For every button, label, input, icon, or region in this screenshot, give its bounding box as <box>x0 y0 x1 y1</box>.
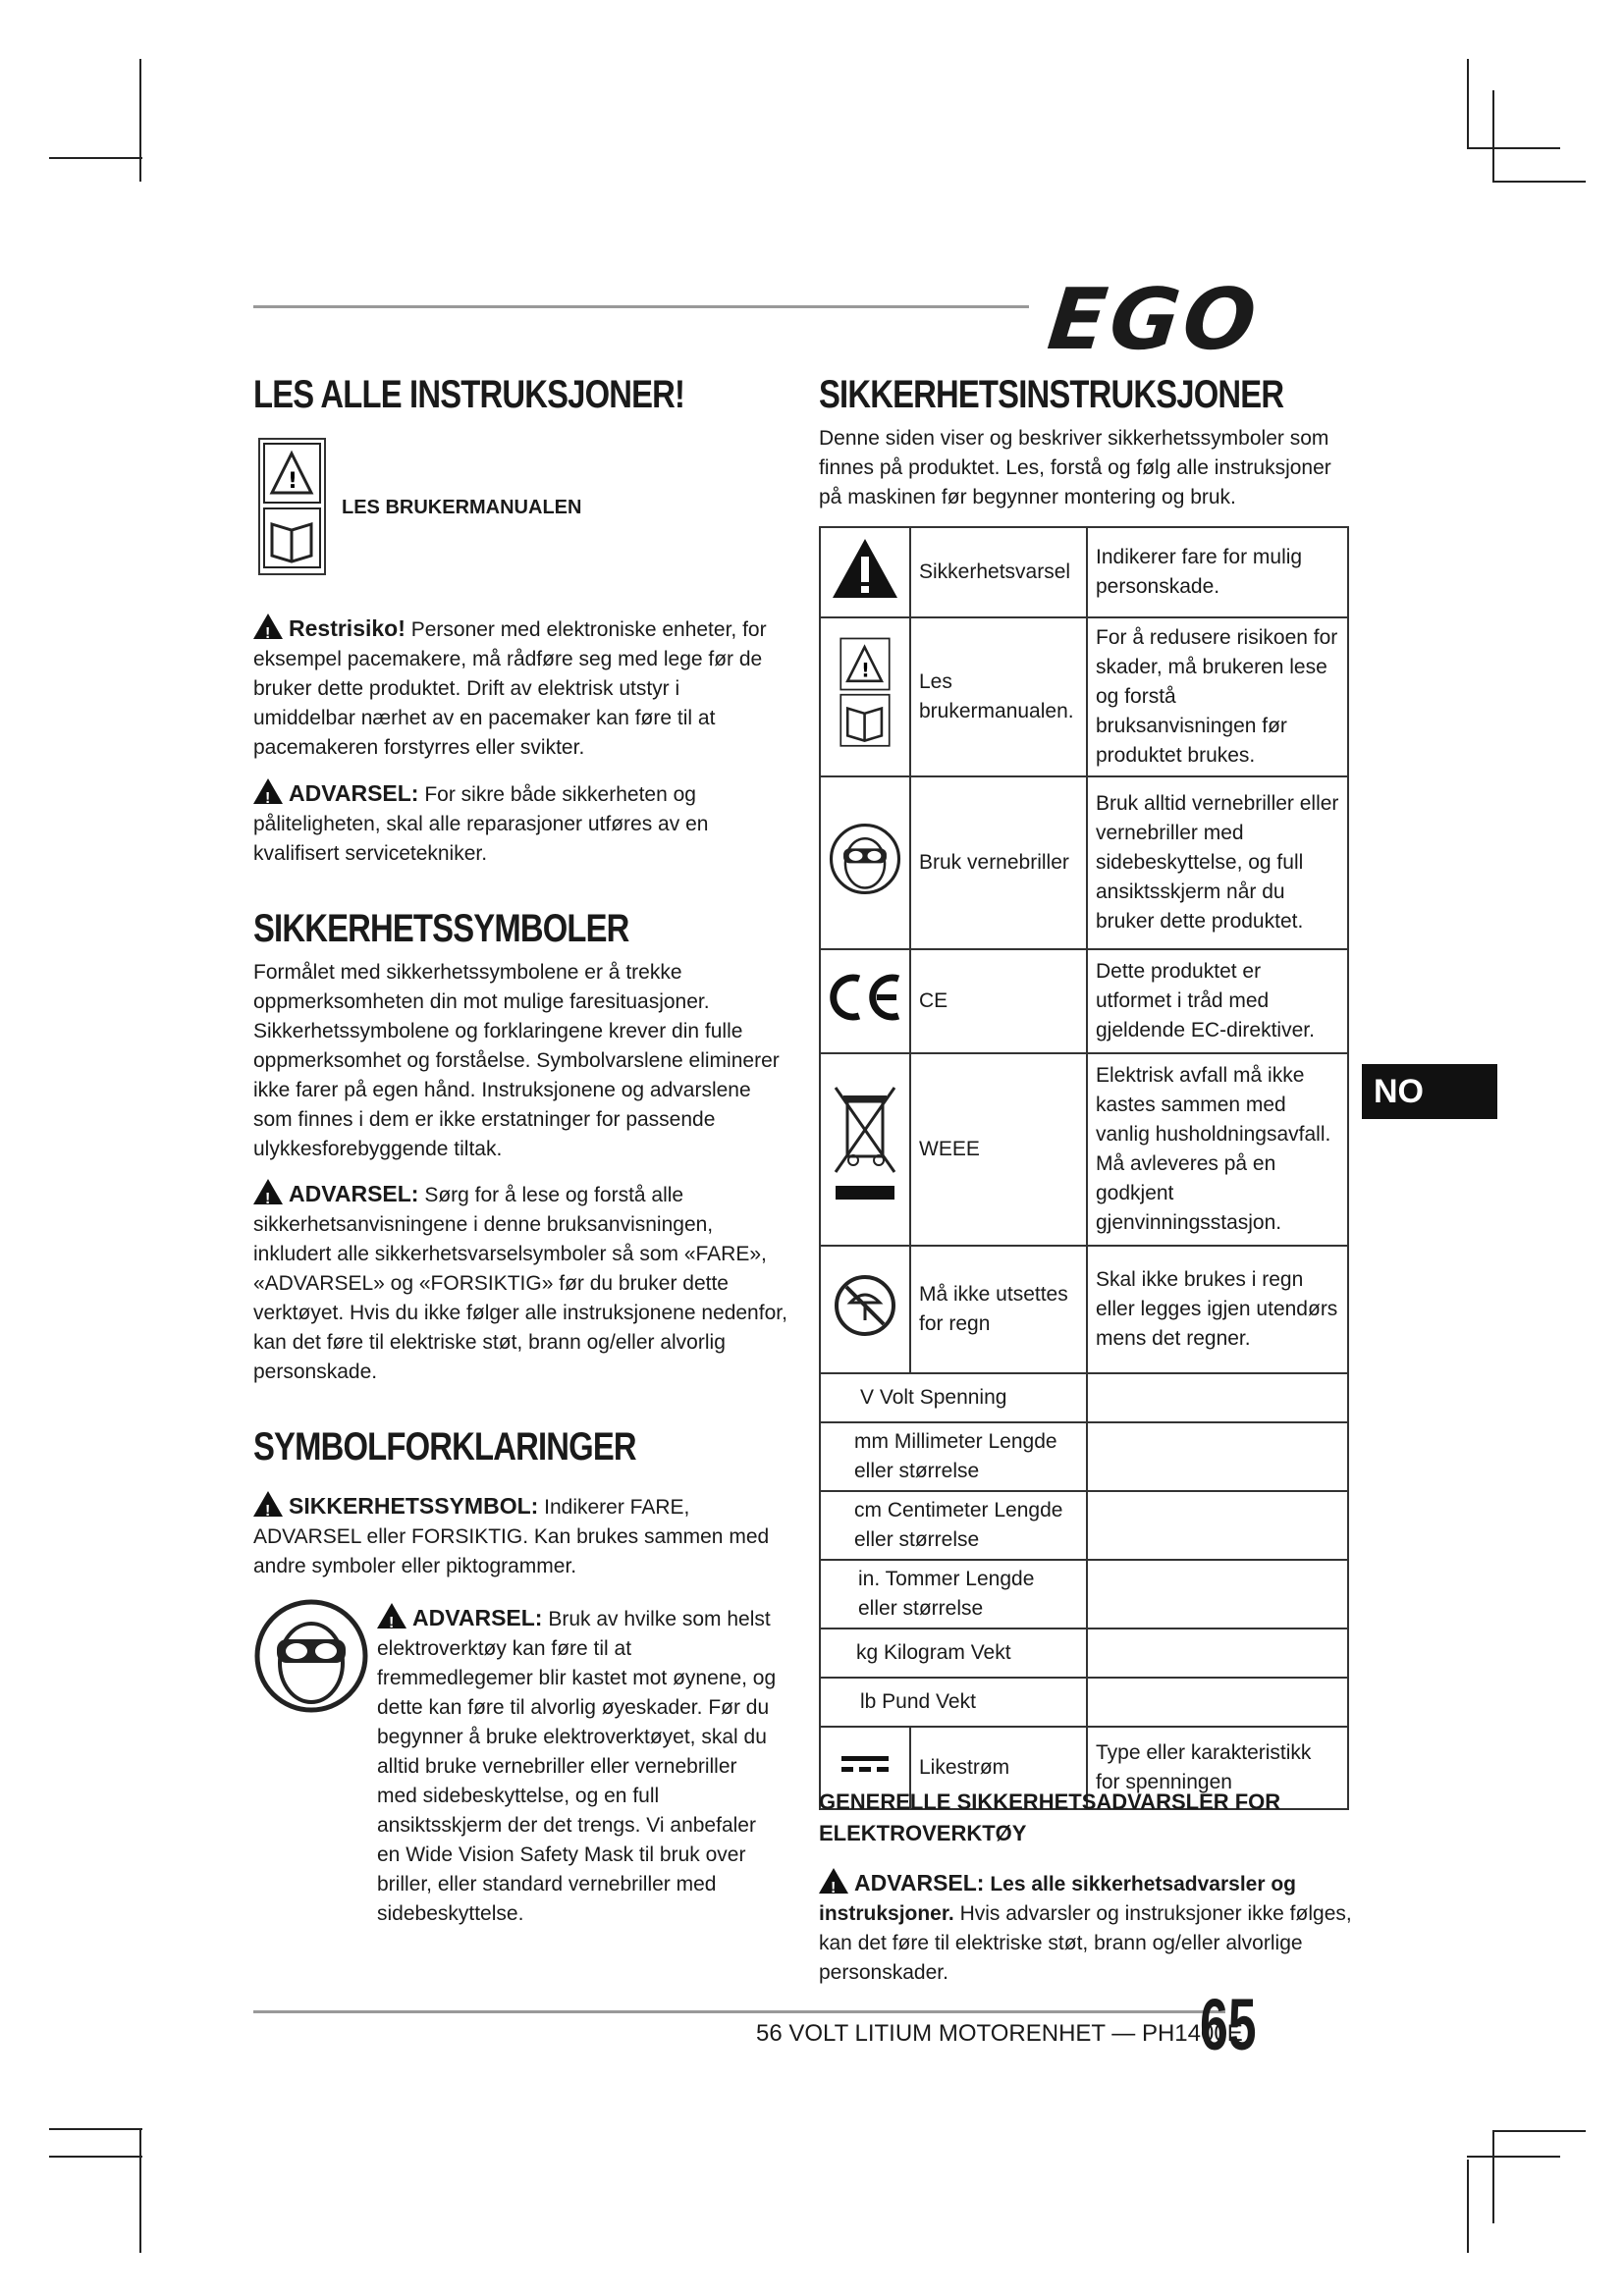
symbol-desc: Skal ikke brukes i regn eller legges igjen utendørs mens det regner. <box>1087 1246 1348 1373</box>
advarsel3-body: Bruk av hvilke som helst elektroverktøy kan føre til at fremmedlegemer blir kastet mot øynene, og dette kan føre til alvorlig øyeskader. Før du begynner å bruke elektroverktøyet, skal du alltid bruke vernebriller eller vernebriller med sidebeskyttelse, og en full ansiktsskjerm der det trengs. Vi anbefaler en Wide Vision Safety Mask til bruk over briller, eller standard vernebriller med sidebeskyttelse. <box>377 1608 777 1925</box>
symbol-name: kg Kilogram Vekt <box>820 1629 1087 1678</box>
warning-triangle-icon <box>831 537 899 600</box>
manual-label: LES BRUKERMANUALEN <box>342 497 582 518</box>
restrisiko-block <box>253 611 784 763</box>
symbol-desc: Type eller karakteristikk for spenningen <box>1087 1727 1348 1809</box>
general-warning-block <box>819 1865 1355 1988</box>
table-row <box>820 1629 1348 1678</box>
symbol-name: Må ikke utsettes for regn <box>910 1246 1087 1373</box>
symbol-desc <box>1087 1491 1348 1560</box>
heading-sikkerhetssymboler: SIKKERHETSSYMBOLER <box>253 907 629 950</box>
sikkerhetssymbol-title: SIKKERHETSSYMBOL: <box>289 1493 539 1519</box>
symbol-desc: Indikerer fare for mulig personskade. <box>1087 527 1348 617</box>
table-row <box>820 1373 1348 1422</box>
warning-triangle-icon <box>253 1179 283 1204</box>
symbol-name: mm Millimeter Lengde eller størrelse <box>820 1422 1087 1491</box>
general-title: ADVARSEL: <box>854 1870 985 1896</box>
advarsel2-title: ADVARSEL: <box>289 1181 419 1206</box>
symbol-name: Les brukermanualen. <box>910 617 1087 776</box>
svg-text:!: ! <box>861 660 870 682</box>
sikkerhetssymbol-block <box>253 1488 784 1581</box>
ce-mark-icon <box>826 973 904 1022</box>
table-row <box>820 776 1348 949</box>
manual-icon-box <box>258 438 326 575</box>
footer-text: 56 VOLT LITIUM MOTORENHET — PH1400E <box>756 2020 1243 2047</box>
language-tab: NO <box>1362 1064 1497 1119</box>
footer-rule <box>253 2010 1225 2013</box>
general-heading: GENERELLE SIKKERHETSADVARSLER FOR ELEKTROVERKTØY <box>819 1789 1281 1845</box>
table-row <box>820 1053 1348 1246</box>
symbol-name: V Volt Spenning <box>820 1373 1087 1422</box>
symboler-body: Formålet med sikkerhetssymbolene er å trekke oppmerksomheten din mot mulige faresituasjoner. Sikkerhetssymbolene og forklaringene krever din fulle oppmerksomhet og forståelse. Symbolvarslene eliminerer ikke farer på egen hånd. Instruksjonene og advarslene som finnes i dem er ikke erstatninger for passende ulykkesforebyggende tiltak. <box>253 961 780 1160</box>
symbol-name: Bruk vernebriller <box>910 776 1087 949</box>
advarsel3-title: ADVARSEL: <box>412 1605 543 1630</box>
table-row <box>820 1491 1348 1560</box>
no-rain-icon <box>833 1273 897 1338</box>
symbol-desc: Bruk alltid vernebriller eller vernebriller med sidebeskyttelse, og full ansiktsskjerm når du bruker dette produktet. <box>1087 776 1348 949</box>
warning-triangle-icon <box>819 1868 848 1894</box>
symbol-desc <box>1087 1560 1348 1629</box>
warning-triangle-icon <box>253 1491 283 1517</box>
table-row <box>820 1560 1348 1629</box>
symbol-table <box>819 526 1349 1810</box>
symbol-name: Sikkerhetsvarsel <box>910 527 1087 617</box>
header-rule <box>253 305 1029 308</box>
advarsel1-body: For sikre både sikkerheten og påliteligheten, skal alle reparasjoner utføres av en kvalifisert servicetekniker. <box>253 783 709 865</box>
warning-triangle-icon <box>377 1603 406 1629</box>
general-body: Hvis advarsler og instruksjoner ikke følges, kan det føre til elektriske støt, brann og/eller alvorlige personskader. <box>819 1902 1352 1984</box>
symbol-desc <box>1087 1373 1348 1422</box>
intro-text: Denne siden viser og beskriver sikkerhetssymboler som finnes på produktet. Les, forstå og følg alle instruksjoner på maskinen før begynner montering og bruk. <box>819 427 1331 508</box>
heading-les-alle: LES ALLE INSTRUKSJONER! <box>253 373 685 416</box>
advarsel3-block <box>377 1600 780 1929</box>
symbol-desc: Elektrisk avfall må ikke kastes sammen med vanlig husholdningsavfall. Må avleveres på en godkjent gjenvinningsstasjon. <box>1087 1053 1348 1246</box>
heading-symbolforklaringer: SYMBOLFORKLARINGER <box>253 1425 636 1468</box>
table-row <box>820 1246 1348 1373</box>
goggles-icon <box>829 823 901 895</box>
advarsel1-title: ADVARSEL: <box>289 780 419 806</box>
ego-logo: EGO <box>1043 271 1265 369</box>
symbol-name: Likestrøm <box>910 1727 1087 1809</box>
symbol-name: cm Centimeter Lengde eller størrelse <box>820 1491 1087 1560</box>
restrisiko-title: Restrisiko! <box>289 615 406 641</box>
table-row <box>820 527 1348 617</box>
symbol-desc: For å redusere risikoen for skader, må brukeren lese og forstå bruksanvisningen før produktet brukes. <box>1087 617 1348 776</box>
table-row <box>820 617 1348 776</box>
goggles-icon <box>253 1598 369 1714</box>
heading-sikkerhetsinstruksjoner: SIKKERHETSINSTRUKSJONER <box>819 373 1284 416</box>
advarsel2-body: Sørg for å lese og forstå alle sikkerhetsanvisningene i denne bruksanvisningen, inkludert alle sikkerhetsvarselsymboler så som «FARE», «ADVARSEL» og «FORSIKTIG» før du bruker dette verktøyet. Hvis du ikke følger alle instruksjonene nedenfor, kan det føre til elektriske støt, brann og/eller alvorlig personskade. <box>253 1184 787 1383</box>
symbol-desc <box>1087 1422 1348 1491</box>
advarsel2-block <box>253 1176 789 1387</box>
advarsel1-block <box>253 775 784 869</box>
symbol-desc <box>1087 1678 1348 1727</box>
warning-triangle-icon <box>253 778 283 804</box>
restrisiko-body: Personer med elektroniske enheter, for eksempel pacemakere, må rådføre seg med lege før de bruker dette produktet. Drift av elektrisk utstyr i umiddelbar nærhet av en pacemaker kan føre til at pacemakeren forstyrres eller svikter. <box>253 618 767 759</box>
general-bold: Les alle sikkerhetsadvarsler og instruksjoner. <box>819 1873 1296 1925</box>
table-row <box>820 949 1348 1053</box>
dc-current-icon <box>839 1752 891 1776</box>
table-row <box>820 1422 1348 1491</box>
symbol-desc <box>1087 1629 1348 1678</box>
read-manual-icon <box>836 635 894 751</box>
symbol-name: in. Tommer Lengde eller størrelse <box>820 1560 1087 1629</box>
symbol-desc: Dette produktet er utformet i tråd med gjeldende EC-direktiver. <box>1087 949 1348 1053</box>
symbol-name: CE <box>910 949 1087 1053</box>
page-number: 65 <box>1200 1984 1257 2065</box>
read-manual-icon <box>260 440 324 573</box>
table-row <box>820 1678 1348 1727</box>
symbol-name: WEEE <box>910 1053 1087 1246</box>
sikkerhetssymbol-body: Indikerer FARE, ADVARSEL eller FORSIKTIG. Kan brukes sammen med andre symboler eller piktogrammer. <box>253 1496 770 1577</box>
weee-bin-icon <box>830 1082 900 1209</box>
warning-triangle-icon <box>253 614 283 639</box>
svg-text:!: ! <box>288 469 298 494</box>
symbol-name: lb Pund Vekt <box>820 1678 1087 1727</box>
